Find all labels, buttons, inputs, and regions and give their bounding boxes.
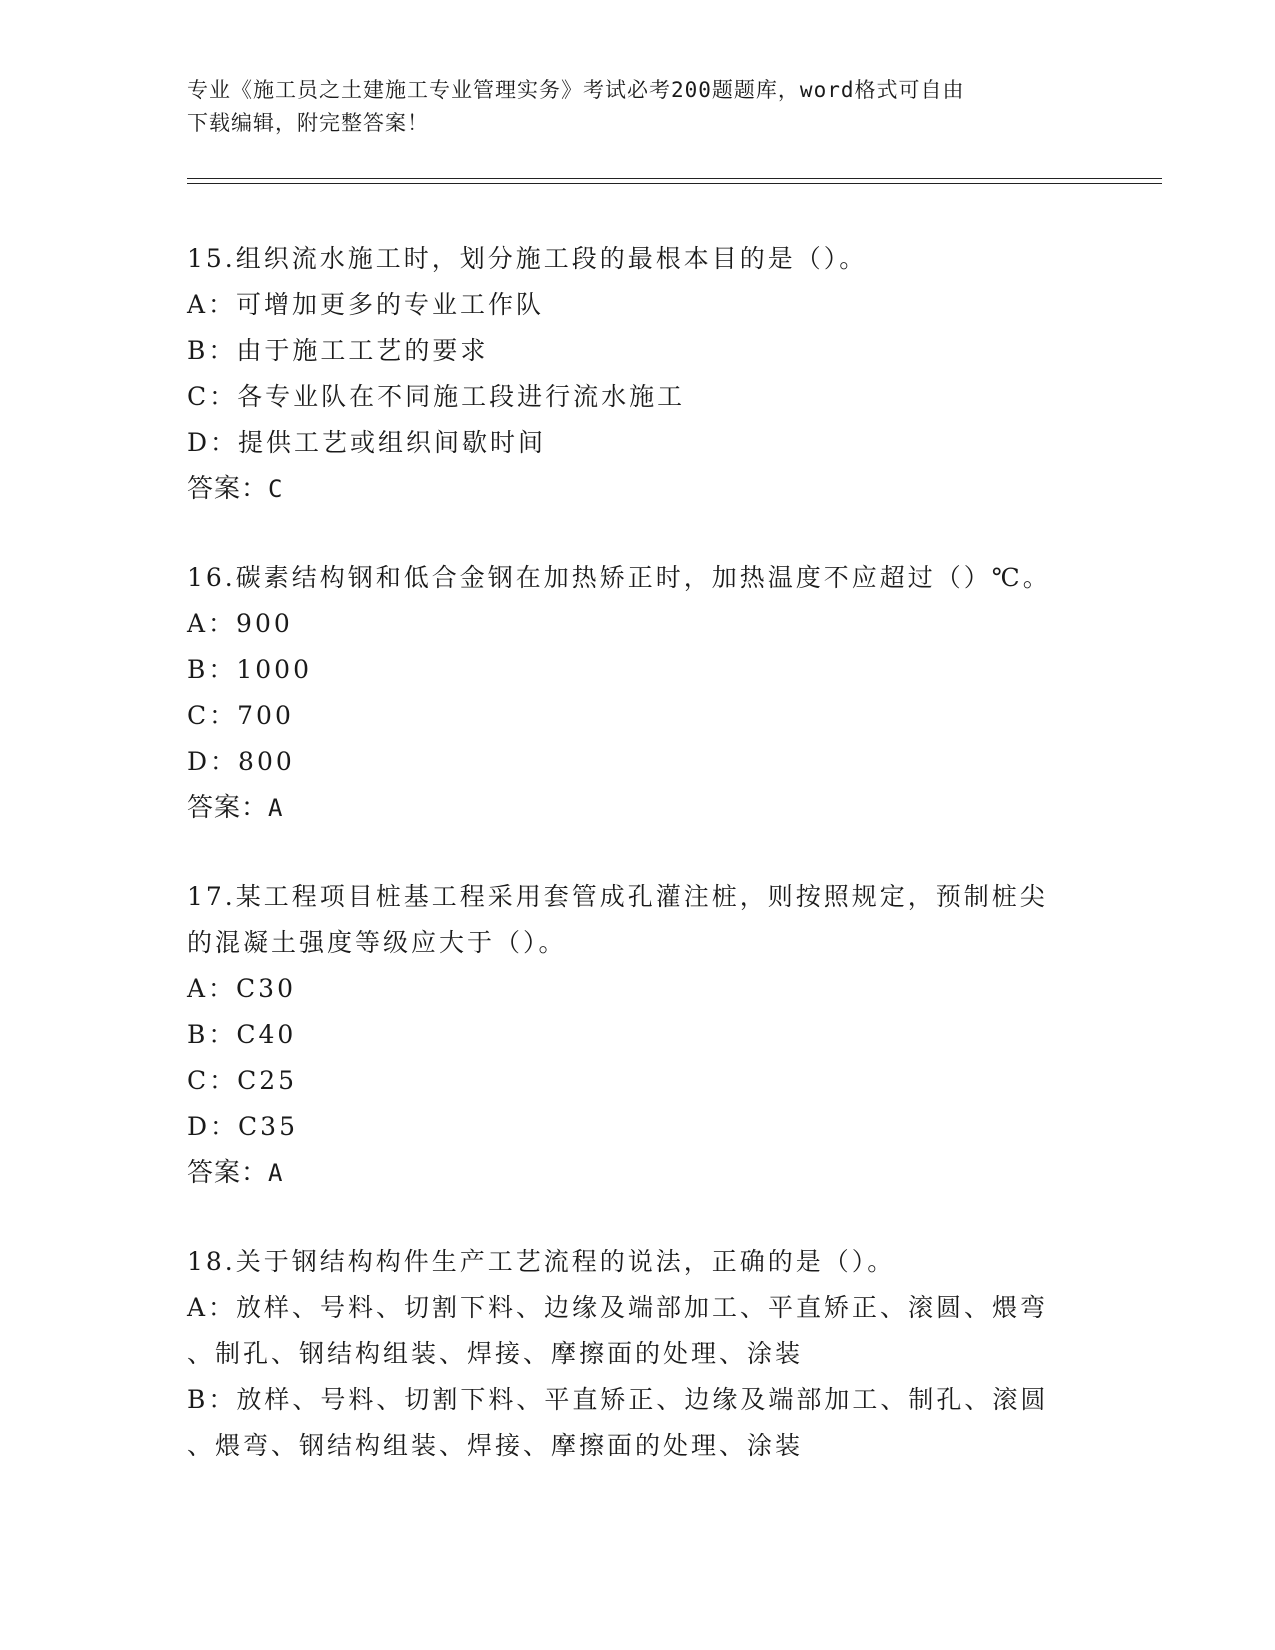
answer-line: [187, 1150, 1087, 1196]
option-b-continued: 、煨弯、钢结构组装、焊接、摩擦面的处理、涂装: [187, 1431, 804, 1460]
question-stem: 17.某工程项目桩基工程采用套管成孔灌注桩，则按照规定，预制桩尖: [187, 882, 1048, 911]
question-stem: 16.碳素结构钢和低合金钢在加热矫正时，加热温度不应超过（）℃。: [187, 563, 1051, 592]
header-divider-top: [187, 178, 1162, 179]
question-stem-continued: 的混凝土强度等级应大于（）。: [187, 928, 567, 957]
header-line-2: 下载编辑，附完整答案！: [187, 111, 429, 135]
question-15: [187, 236, 1087, 512]
option-a-continued: 、制孔、钢结构组装、焊接、摩擦面的处理、涂装: [187, 1339, 804, 1368]
option-d: D：800: [187, 747, 295, 776]
document-header: [187, 74, 1087, 140]
option-d: D：C35: [187, 1112, 298, 1141]
option-a: A：900: [187, 609, 293, 638]
question-18: [187, 1239, 1087, 1469]
answer-value: C: [268, 475, 284, 503]
header-divider-bottom: [187, 183, 1162, 184]
option-a: A：可增加更多的专业工作队: [187, 290, 545, 319]
option-d: D：提供工艺或组织间歇时间: [187, 428, 547, 457]
option-b: B：由于施工工艺的要求: [187, 336, 489, 365]
option-c: C：各专业队在不同施工段进行流水施工: [187, 382, 686, 411]
question-17: [187, 874, 1087, 1196]
option-c: C：C25: [187, 1066, 298, 1095]
option-b: B：1000: [187, 655, 312, 684]
answer-label: 答案：: [187, 474, 269, 504]
option-a: A：C30: [187, 974, 296, 1003]
answer-value: A: [268, 794, 284, 822]
question-stem: 15.组织流水施工时，划分施工段的最根本目的是（）。: [187, 244, 868, 273]
answer-label: 答案：: [187, 1158, 269, 1188]
option-c: C：700: [187, 701, 294, 730]
answer-value: A: [268, 1159, 284, 1187]
option-a: A：放样、号料、切割下料、边缘及端部加工、平直矫正、滚圆、煨弯: [187, 1293, 1049, 1322]
option-b: B：C40: [187, 1020, 297, 1049]
option-b: B：放样、号料、切割下料、平直矫正、边缘及端部加工、制孔、滚圆: [187, 1385, 1049, 1414]
answer-line: [187, 466, 1087, 512]
header-line-1: 专业《施工员之土建施工专业管理实务》考试必考200题题库，word格式可自由: [187, 78, 965, 102]
answer-label: 答案：: [187, 793, 269, 823]
answer-line: [187, 785, 1087, 831]
question-stem: 18.关于钢结构构件生产工艺流程的说法，正确的是（）。: [187, 1247, 896, 1276]
question-list: [187, 236, 1087, 1512]
question-16: [187, 555, 1087, 831]
